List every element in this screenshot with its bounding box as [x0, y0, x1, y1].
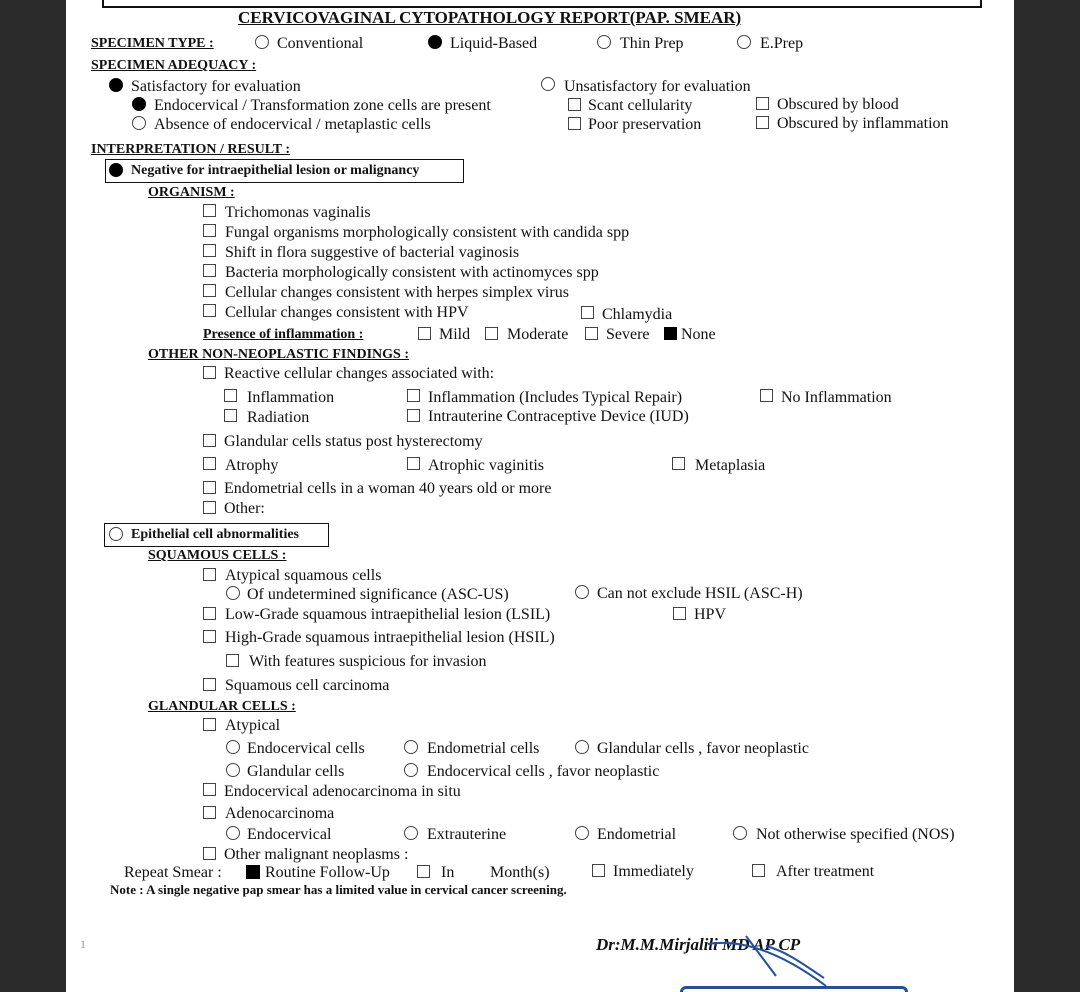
atrophy-label: Atrophy: [225, 457, 279, 474]
negative-radio[interactable]: [109, 163, 123, 177]
in-checkbox[interactable]: [417, 865, 430, 878]
hpv-label: HPV: [694, 606, 727, 623]
negative-label: Negative for intraepithelial lesion or malignancy: [131, 163, 420, 178]
poor-preservation-label: Poor preservation: [588, 116, 702, 133]
organism-item: Trichomonas vaginalis: [225, 204, 371, 221]
glandular-neoplastic-radio[interactable]: [575, 740, 589, 754]
glandular-post-label: Glandular cells status post hysterectomy: [224, 433, 483, 450]
endometrial-cells-label: Endometrial cells: [427, 740, 540, 757]
endocervical-present-label: Endocervical / Transformation zone cells are present: [154, 97, 491, 114]
nos-radio[interactable]: [733, 826, 747, 840]
liquid-based-radio[interactable]: [428, 35, 442, 49]
epithelial-label: Epithelial cell abnormalities: [131, 527, 299, 542]
repeat-smear-label: Repeat Smear :: [124, 864, 222, 881]
thin-prep-label: Thin Prep: [620, 35, 684, 52]
endocervical-cells-label: Endocervical cells: [247, 740, 365, 757]
signature-stamp: [680, 986, 908, 992]
extrauterine-label: Extrauterine: [427, 826, 507, 843]
scc-label: Squamous cell carcinoma: [225, 677, 390, 694]
hsil-checkbox[interactable]: [203, 630, 216, 643]
glandular-cells-label: Glandular cells: [247, 763, 345, 780]
ais-checkbox[interactable]: [203, 783, 216, 796]
chlamydia-checkbox[interactable]: [581, 306, 594, 319]
obscured-inflammation-checkbox[interactable]: [756, 116, 769, 129]
thin-prep-radio[interactable]: [597, 35, 611, 49]
scc-checkbox[interactable]: [203, 678, 216, 691]
after-treatment-label: After treatment: [776, 863, 875, 880]
adeno-endometrial-radio[interactable]: [575, 826, 589, 840]
atypical-squamous-label: Atypical squamous cells: [225, 567, 382, 584]
glandular-label: GLANDULAR CELLS :: [148, 699, 296, 714]
asc-us-radio[interactable]: [226, 586, 240, 600]
trichomonas-checkbox[interactable]: [203, 204, 216, 217]
asc-h-label: Can not exclude HSIL (ASC-H): [597, 585, 803, 602]
inflammation-item-label: Inflammation: [247, 389, 335, 406]
organism-item: Bacteria morphologically consistent with actinomyces spp: [225, 264, 599, 281]
endocervical-absent-radio[interactable]: [132, 116, 146, 130]
squamous-label: SQUAMOUS CELLS :: [148, 548, 287, 563]
organism-item: Fungal organisms morphologically consistent with candida spp: [225, 224, 630, 241]
inflammation-repair-checkbox[interactable]: [407, 389, 420, 402]
bacterial-vaginosis-checkbox[interactable]: [203, 244, 216, 257]
radiation-checkbox[interactable]: [224, 409, 237, 422]
interpretation-label: INTERPRETATION / RESULT :: [91, 142, 291, 157]
no-inflammation-label: No Inflammation: [781, 389, 892, 406]
doctor-signature-text: Dr:M.M.Mirjalili MD AP CP: [596, 935, 801, 954]
endometrial-40-label: Endometrial cells in a woman 40 years old or more: [224, 480, 552, 497]
endometrial-40-checkbox[interactable]: [203, 481, 216, 494]
atrophic-vaginitis-checkbox[interactable]: [407, 457, 420, 470]
atypical-glandular-checkbox[interactable]: [203, 718, 216, 731]
organism-item: Cellular changes consistent with HPV: [225, 304, 469, 321]
other-checkbox[interactable]: [203, 501, 216, 514]
scant-cellularity-label: Scant cellularity: [588, 97, 693, 114]
asc-h-radio[interactable]: [575, 585, 589, 599]
report-title: CERVICOVAGINAL CYTOPATHOLOGY REPORT(PAP. SMEAR): [238, 8, 742, 27]
no-inflammation-checkbox[interactable]: [760, 389, 773, 402]
endometrial-cells-radio[interactable]: [404, 740, 418, 754]
other-malignant-label: Other malignant neoplasms :: [224, 846, 409, 863]
endocervical-present-radio[interactable]: [132, 97, 146, 111]
lsil-checkbox[interactable]: [203, 607, 216, 620]
other-label: Other:: [224, 500, 265, 517]
organism-label: ORGANISM :: [148, 185, 235, 200]
glandular-neoplastic-label: Glandular cells , favor neoplastic: [597, 740, 809, 757]
atrophic-vaginitis-label: Atrophic vaginitis: [428, 457, 544, 474]
header-frame: [102, 0, 982, 8]
adeno-endocervical-label: Endocervical: [247, 826, 332, 843]
severe-label: Severe: [606, 326, 650, 343]
hpv-changes-checkbox[interactable]: [203, 304, 216, 317]
in-label: In: [441, 864, 455, 881]
adeno-endocervical-radio[interactable]: [226, 826, 240, 840]
endocervical-absent-label: Absence of endocervical / metaplastic cells: [154, 116, 431, 133]
mild-label: Mild: [439, 326, 471, 343]
none-checkbox[interactable]: [664, 327, 677, 340]
scant-cellularity-checkbox[interactable]: [568, 98, 581, 111]
conventional-radio[interactable]: [255, 35, 269, 49]
endocervical-neoplastic-radio[interactable]: [404, 763, 418, 777]
liquid-based-label: Liquid-Based: [450, 35, 538, 52]
e-prep-label: E.Prep: [760, 35, 804, 52]
nos-label: Not otherwise specified (NOS): [756, 826, 955, 843]
unsatisfactory-radio[interactable]: [541, 77, 555, 91]
iud-label: Intrauterine Contraceptive Device (IUD): [428, 408, 689, 425]
invasion-checkbox[interactable]: [226, 654, 239, 667]
none-label: None: [681, 326, 716, 343]
page-number: 1: [80, 937, 86, 951]
metaplasia-checkbox[interactable]: [672, 457, 685, 470]
reactive-checkbox[interactable]: [203, 366, 216, 379]
organism-item: Cellular changes consistent with herpes simplex virus: [225, 284, 569, 301]
iud-checkbox[interactable]: [407, 409, 420, 422]
after-treatment-checkbox[interactable]: [752, 864, 765, 877]
glandular-cells-radio[interactable]: [226, 763, 240, 777]
obscured-inflammation-label: Obscured by inflammation: [777, 115, 949, 132]
immediately-checkbox[interactable]: [592, 864, 605, 877]
satisfactory-radio[interactable]: [109, 78, 123, 92]
organism-item: Shift in flora suggestive of bacterial vaginosis: [225, 244, 520, 261]
conventional-label: Conventional: [277, 35, 364, 52]
chlamydia-label: Chlamydia: [602, 306, 673, 323]
ais-label: Endocervical adenocarcinoma in situ: [224, 783, 461, 800]
atypical-squamous-checkbox[interactable]: [203, 568, 216, 581]
metaplasia-label: Metaplasia: [695, 457, 766, 474]
note-text: Note : A single negative pap smear has a limited value in cervical cancer screening.: [110, 882, 567, 897]
herpes-checkbox[interactable]: [203, 284, 216, 297]
atypical-glandular-label: Atypical: [225, 717, 281, 734]
other-malignant-checkbox[interactable]: [203, 847, 216, 860]
mild-checkbox[interactable]: [418, 327, 431, 340]
invasion-label: With features suspicious for invasion: [249, 653, 487, 670]
other-findings-label: OTHER NON-NEOPLASTIC FINDINGS :: [148, 347, 409, 362]
epithelial-radio[interactable]: [109, 527, 123, 541]
obscured-blood-label: Obscured by blood: [777, 96, 899, 113]
hpv-checkbox[interactable]: [673, 607, 686, 620]
obscured-blood-checkbox[interactable]: [756, 97, 769, 110]
asc-us-label: Of undetermined significance (ASC-US): [247, 586, 509, 603]
unsatisfactory-label: Unsatisfactory for evaluation: [564, 78, 751, 95]
adenocarcinoma-checkbox[interactable]: [203, 806, 216, 819]
e-prep-radio[interactable]: [737, 35, 751, 49]
adenocarcinoma-label: Adenocarcinoma: [225, 805, 335, 822]
extrauterine-radio[interactable]: [404, 826, 418, 840]
moderate-label: Moderate: [507, 326, 569, 343]
routine-followup-label: Routine Follow-Up: [265, 864, 390, 881]
severe-checkbox[interactable]: [585, 327, 598, 340]
specimen-adequacy-label: SPECIMEN ADEQUACY :: [91, 58, 257, 73]
immediately-label: Immediately: [613, 863, 694, 880]
candida-checkbox[interactable]: [203, 224, 216, 237]
lsil-label: Low-Grade squamous intraepithelial lesion (LSIL): [225, 606, 551, 623]
atrophy-checkbox[interactable]: [203, 457, 216, 470]
signature-scribble: [706, 916, 846, 992]
satisfactory-label: Satisfactory for evaluation: [131, 78, 301, 95]
reactive-label: Reactive cellular changes associated with:: [224, 365, 495, 382]
actinomyces-checkbox[interactable]: [203, 264, 216, 277]
inflammation-checkbox[interactable]: [224, 389, 237, 402]
report-page: [66, 0, 1014, 992]
hsil-label: High-Grade squamous intraepithelial lesion (HSIL): [225, 629, 555, 646]
months-label: Month(s): [490, 864, 550, 881]
inflammation-label: Presence of inflammation :: [203, 327, 364, 342]
radiation-label: Radiation: [247, 409, 310, 426]
adeno-endometrial-label: Endometrial: [597, 826, 677, 843]
specimen-type-label: SPECIMEN TYPE :: [91, 36, 214, 51]
moderate-checkbox[interactable]: [485, 327, 498, 340]
glandular-post-checkbox[interactable]: [203, 434, 216, 447]
inflammation-repair-label: Inflammation (Includes Typical Repair): [428, 389, 683, 406]
endocervical-neoplastic-label: Endocervical cells , favor neoplastic: [427, 763, 660, 780]
routine-followup-checkbox[interactable]: [246, 865, 260, 879]
poor-preservation-checkbox[interactable]: [568, 117, 581, 130]
endocervical-cells-radio[interactable]: [226, 740, 240, 754]
